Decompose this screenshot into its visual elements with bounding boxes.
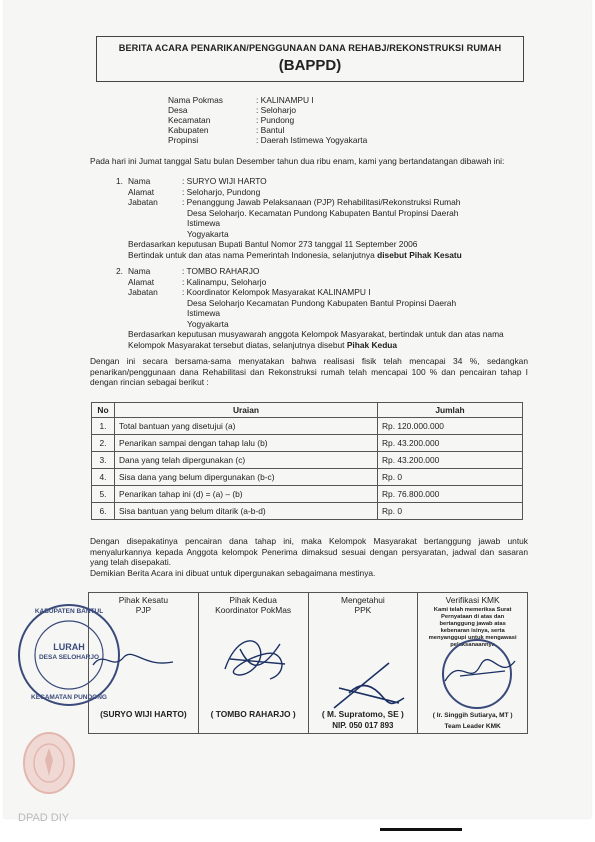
row-description: Sisa dana yang belum dipergunakan (b-c) <box>115 469 378 486</box>
opening-sentence: Pada hari ini Jumat tanggal Satu bulan Desember tahun dua ribu enam, kami yang bertandatangan dibawah ini: <box>90 156 505 166</box>
party-name: : SURYO WIJI HARTO <box>182 176 267 186</box>
party-name: : TOMBO RAHARJO <box>182 266 260 276</box>
row-amount: Rp. 0 <box>378 469 523 486</box>
stamp-ring-bottom: KECAMATAN PUNDONG <box>31 694 107 701</box>
info-value: : KALINAMPU I <box>256 95 314 105</box>
party-acting: Kelompok Masyarakat tersebut diatas, selanjutnya disebut Pihak Kedua <box>128 339 398 350</box>
party-number: 1. <box>116 176 123 186</box>
party-designation: disebut Pihak Kesatu <box>377 249 462 260</box>
info-row <box>168 115 367 125</box>
row-number: 1. <box>92 418 115 435</box>
details-table <box>91 402 523 520</box>
row-description: Sisa bantuan yang belum ditarik (a-b-d) <box>115 503 378 520</box>
party-position-cont: Desa Seloharjo Kecamatan Pundong Kabupaten Bantul Propinsi Daerah Istimewa <box>187 297 457 318</box>
row-description: Dana yang telah dipergunakan (c) <box>115 452 378 469</box>
handwritten-signature <box>215 629 295 689</box>
party-two <box>116 266 520 350</box>
row-description: Penarikan sampai dengan tahap lalu (b) <box>115 435 378 452</box>
pjp-signature <box>88 640 178 680</box>
info-value: : Daerah Istimewa Yogyakarta <box>256 135 368 145</box>
party-one <box>116 176 520 260</box>
closing-paragraph <box>90 536 528 578</box>
signature-role: PPK <box>354 605 372 615</box>
info-value: : Bantul <box>256 125 285 135</box>
party-basis: Berdasarkan keputusan musyawarah anggota Kelompok Masyarakat, bertindak untuk dan atas nama <box>128 329 504 339</box>
party-designation: Pihak Kedua <box>346 339 398 350</box>
party-label: Nama <box>128 266 151 276</box>
table-row <box>92 452 523 469</box>
party-position: : Koordinator Kelompok Masyarakat KALINAMPU I <box>182 287 371 297</box>
document-title: BERITA ACARA PENARIKAN/PENGGUNAAN DANA REHABJ/REKONSTRUKSI RUMAH <box>118 43 502 53</box>
watermark: DPAD DIY <box>18 812 70 824</box>
closing-text: Dengan disepakatinya pencairan dana tahap ini, maka Kelompok Masyarakat bertanggung jawab untuk menyalurkannya kepada Anggota kelompok Penerima dimaksud sesuai dengan persyaratan, jadwal dan sasaran yang telah disepakati. <box>90 536 528 567</box>
signer-nip: NIP. 050 017 893 <box>332 721 394 730</box>
party-basis: Berdasarkan keputusan Bupati Bantul Nomor 273 tanggal 11 September 2006 <box>128 239 418 249</box>
statement-paragraph: Dengan ini secara bersama-sama menyatakan bahwa realisasi fisik telah mencapai 34 %, sedangkan penarikan/penggunaan dana Rehabilitasi dan Rekonstruksi rumah telah mencapai 100 % dan pencairan tahap I dengan rincian sebagai berikut : <box>90 356 528 387</box>
column-header: No <box>92 403 115 418</box>
table-row <box>92 503 523 520</box>
table-header-row <box>92 403 523 418</box>
signer-name: ( TOMBO RAHARJO ) <box>210 709 296 719</box>
info-label: Kabupaten <box>168 125 209 135</box>
closing-text-2: Demikian Berita Acara ini dibuat untuk dipergunakan sebagaimana mestinya. <box>90 567 376 578</box>
info-label: Nama Pokmas <box>168 95 223 105</box>
stamp-title: LURAH <box>53 642 85 652</box>
signature-heading: Verifikasi KMK <box>445 595 500 605</box>
row-number: 5. <box>92 486 115 503</box>
row-amount: Rp. 76.800.000 <box>378 486 523 503</box>
dpad-seal-icon <box>20 728 78 798</box>
title-box <box>96 36 524 82</box>
party-label: Jabatan <box>128 287 158 297</box>
pokmas-info <box>168 95 367 145</box>
party-label: Alamat <box>128 276 155 287</box>
row-description: Penarikan tahap ini (d) = (a) – (b) <box>115 486 378 503</box>
row-number: 4. <box>92 469 115 486</box>
signature-heading: Pihak Kedua <box>229 595 277 605</box>
info-value: : Pundong <box>256 115 295 125</box>
column-header: Uraian <box>115 403 378 418</box>
stamp-ring-top: KABUPATEN BANTUL <box>34 608 104 615</box>
column-header: Jumlah <box>378 403 523 418</box>
signer-name: ( Ir. Singgih Sutiarya, MT ) <box>432 712 513 719</box>
signature-col-verifikasi <box>418 593 527 733</box>
signature-heading: Pihak Kesatu <box>118 595 169 605</box>
party-number: 2. <box>116 266 123 276</box>
row-number: 6. <box>92 503 115 520</box>
table-row <box>92 486 523 503</box>
bottom-bar <box>380 828 462 831</box>
document-page <box>4 0 591 824</box>
party-acting: Bertindak untuk dan atas nama Pemerintah Indonesia, selanjutnya disebut Pihak Kesatu <box>128 249 462 260</box>
handwritten-signature <box>440 651 520 691</box>
party-label: Nama <box>128 176 151 186</box>
party-position-cont: Yogyakarta <box>187 318 229 329</box>
party-label: Alamat <box>128 186 155 197</box>
signer-name: ( M. Supratomo, SE ) <box>321 709 404 719</box>
row-amount: Rp. 43.200.000 <box>378 452 523 469</box>
stamp-subtitle: DESA SELOHARJO <box>38 654 100 661</box>
signer-name: (SURYO WIJI HARTO) <box>100 709 187 719</box>
info-label: Desa <box>168 105 188 115</box>
row-amount: Rp. 43.200.000 <box>378 435 523 452</box>
signature-col-pihak-kedua <box>199 593 309 733</box>
signature-col-mengetahui <box>309 593 419 733</box>
party-position-cont: Desa Seloharjo. Kecamatan Pundong Kabupaten Bantul Propinsi Daerah Istimewa <box>187 207 459 228</box>
signature-role: PJP <box>135 605 152 615</box>
signature-role: Koordinator PokMas <box>215 605 292 615</box>
party-position-cont: Yogyakarta <box>187 228 229 239</box>
table-row <box>92 469 523 486</box>
info-row <box>168 125 367 135</box>
signature-heading: Mengetahui <box>340 595 385 605</box>
verification-note: Kami telah memeriksa Surat Pernyataan di atas dan bertanggung jawab atas kebenaran isinya, serta menyanggupi untuk mengawasi pelaksanaannya <box>428 607 517 648</box>
party-label: Jabatan <box>128 197 158 207</box>
row-description: Total bantuan yang disetujui (a) <box>115 418 378 435</box>
info-row <box>168 95 367 105</box>
party-address: : Seloharjo, Pundong <box>182 186 261 197</box>
party-position: : Penanggung Jawab Pelaksanaan (PJP) Rehabilitasi/Rekonstruksi Rumah <box>182 197 461 207</box>
signer-title: Team Leader KMK <box>444 723 501 730</box>
info-row <box>168 135 367 145</box>
info-value: : Seloharjo <box>256 105 297 115</box>
row-amount: Rp. 120.000.000 <box>378 418 523 435</box>
party-address: : Kalinampu, Seloharjo <box>182 276 267 287</box>
document-acronym: (BAPPD) <box>278 57 342 74</box>
info-row <box>168 105 367 115</box>
row-number: 3. <box>92 452 115 469</box>
table-row <box>92 418 523 435</box>
info-label: Propinsi <box>168 135 199 145</box>
row-amount: Rp. 0 <box>378 503 523 520</box>
info-label: Kecamatan <box>168 115 211 125</box>
table-row <box>92 435 523 452</box>
handwritten-signature <box>329 653 409 713</box>
row-number: 2. <box>92 435 115 452</box>
